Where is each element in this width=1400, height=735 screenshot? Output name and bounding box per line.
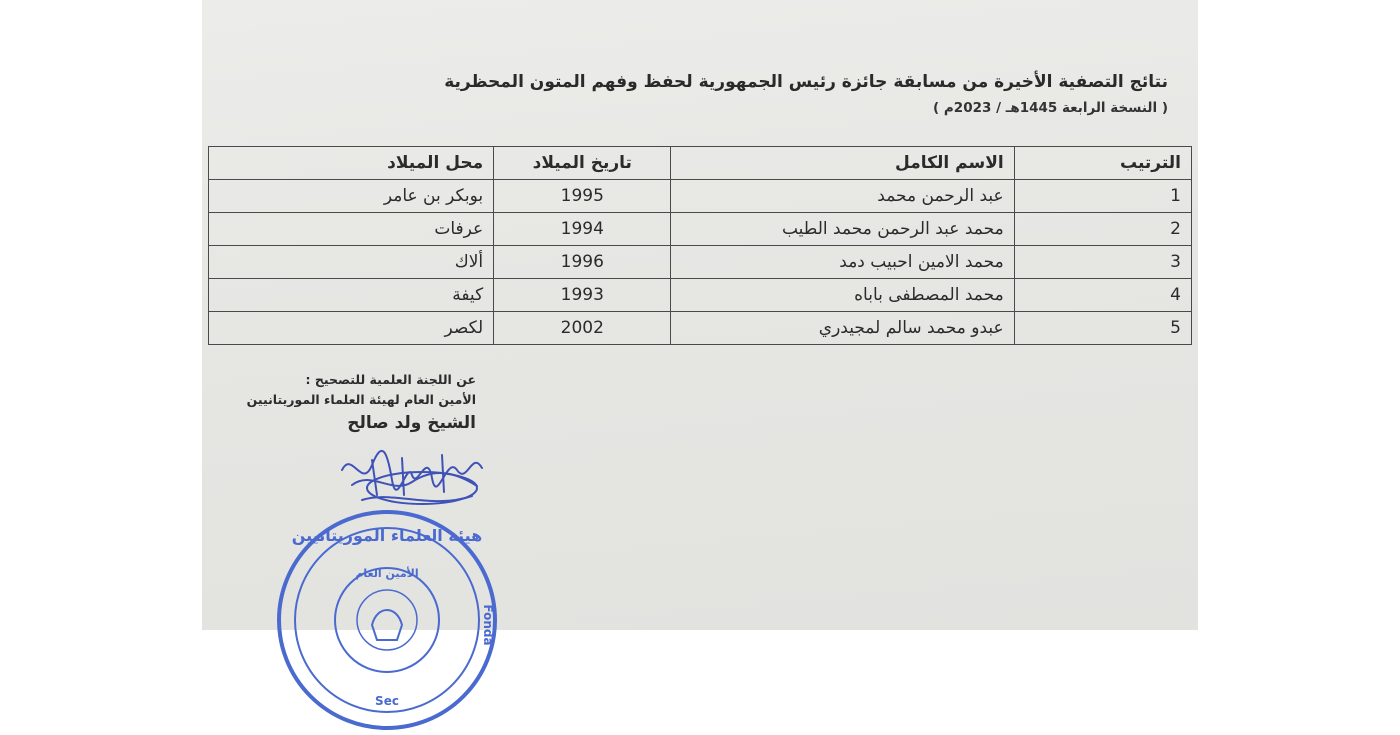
cell-name: محمد المصطفى باباه bbox=[671, 279, 1014, 312]
table-row bbox=[209, 180, 1192, 213]
cell-rank: 4 bbox=[1014, 279, 1191, 312]
stamp-inner-text: الأمين العام bbox=[355, 567, 419, 580]
cell-rank: 1 bbox=[1014, 180, 1191, 213]
cell-birth-place: بوبكر بن عامر bbox=[209, 180, 494, 213]
cell-name: محمد الامين احبيب دمد bbox=[671, 246, 1014, 279]
document-title: نتائج التصفية الأخيرة من مسابقة جائزة رئيس الجمهورية لحفظ وفهم المتون المحظرية bbox=[444, 72, 1168, 92]
table-row bbox=[209, 213, 1192, 246]
stamp-outer-text: هيئة العلماء الموريتانيين bbox=[291, 526, 483, 545]
header-birth-date: تاريخ الميلاد bbox=[494, 147, 671, 180]
table-header-row bbox=[209, 147, 1192, 180]
cell-name: عبد الرحمن محمد bbox=[671, 180, 1014, 213]
cell-birth-place: لكصر bbox=[209, 312, 494, 345]
table-row bbox=[209, 279, 1192, 312]
header-rank: الترتيب bbox=[1014, 147, 1191, 180]
cell-rank: 3 bbox=[1014, 246, 1191, 279]
table-row bbox=[209, 246, 1192, 279]
stamp-bottom-text: Sec bbox=[375, 694, 399, 708]
results-table bbox=[208, 146, 1192, 345]
cell-birth-date: 2002 bbox=[494, 312, 671, 345]
signatory-name: الشيخ ولد صالح bbox=[347, 413, 476, 433]
document-page bbox=[202, 0, 1198, 708]
stamp-side-text: Fonda bbox=[481, 604, 495, 646]
document-subtitle: ( النسخة الرابعة 1445هـ / 2023م ) bbox=[933, 100, 1168, 116]
committee-line: عن اللجنة العلمية للتصحيح : bbox=[305, 372, 476, 387]
cell-rank: 2 bbox=[1014, 213, 1191, 246]
official-stamp bbox=[272, 505, 502, 735]
cell-birth-date: 1995 bbox=[494, 180, 671, 213]
secretary-title: الأمين العام لهيئة العلماء الموريتانيين bbox=[246, 392, 476, 407]
cell-birth-place: عرفات bbox=[209, 213, 494, 246]
header-name: الاسم الكامل bbox=[671, 147, 1014, 180]
cell-birth-date: 1994 bbox=[494, 213, 671, 246]
header-birth-place: محل الميلاد bbox=[209, 147, 494, 180]
cell-birth-date: 1996 bbox=[494, 246, 671, 279]
cell-birth-place: ألاك bbox=[209, 246, 494, 279]
cell-name: محمد عبد الرحمن محمد الطيب bbox=[671, 213, 1014, 246]
cell-name: عبدو محمد سالم لمجيدري bbox=[671, 312, 1014, 345]
signature-block bbox=[196, 370, 476, 436]
cell-rank: 5 bbox=[1014, 312, 1191, 345]
cell-birth-place: كيفة bbox=[209, 279, 494, 312]
table-row bbox=[209, 312, 1192, 345]
cell-birth-date: 1993 bbox=[494, 279, 671, 312]
